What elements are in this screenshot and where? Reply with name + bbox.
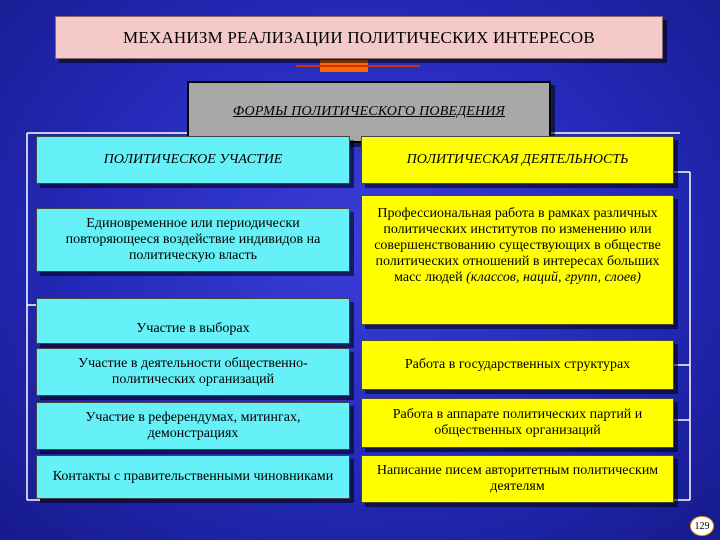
right-definition-text: Профессиональная работа в рамках различных политических институтов по изменению или совершенствованию существующих в обществе политических отношений в интересах больших масс людей [374,206,661,286]
left-item-1: Участие в выборах [36,298,350,344]
slide-title: МЕХАНИЗМ РЕАЛИЗАЦИИ ПОЛИТИЧЕСКИХ ИНТЕРЕСОВ [55,16,663,59]
left-item-4: Контакты с правительственными чиновниками [36,455,350,499]
forms-title: ФОРМЫ ПОЛИТИЧЕСКОГО ПОВЕДЕНИЯ [232,103,506,119]
left-definition: Единовременное или периодически повторяющееся воздействие индивидов на политическую власть [36,208,350,272]
forms-title-box [187,81,551,143]
right-item-1: Работа в государственных структурах [361,340,674,390]
right-definition [361,195,674,325]
left-header: ПОЛИТИЧЕСКОЕ УЧАСТИЕ [36,136,350,184]
right-definition-italic: (классов, наций, групп, слоев) [466,270,641,286]
left-item-2: Участие в деятельности общественно-политических организаций [36,348,350,396]
right-header: ПОЛИТИЧЕСКАЯ ДЕЯТЕЛЬНОСТЬ [361,136,674,184]
right-item-2: Работа в аппарате политических партий и общественных организаций [361,398,674,448]
page-number: 129 [690,516,714,536]
right-item-3: Написание писем авторитетным политическим деятелям [361,455,674,503]
left-item-3: Участие в референдумах, митингах, демонстрациях [36,402,350,450]
